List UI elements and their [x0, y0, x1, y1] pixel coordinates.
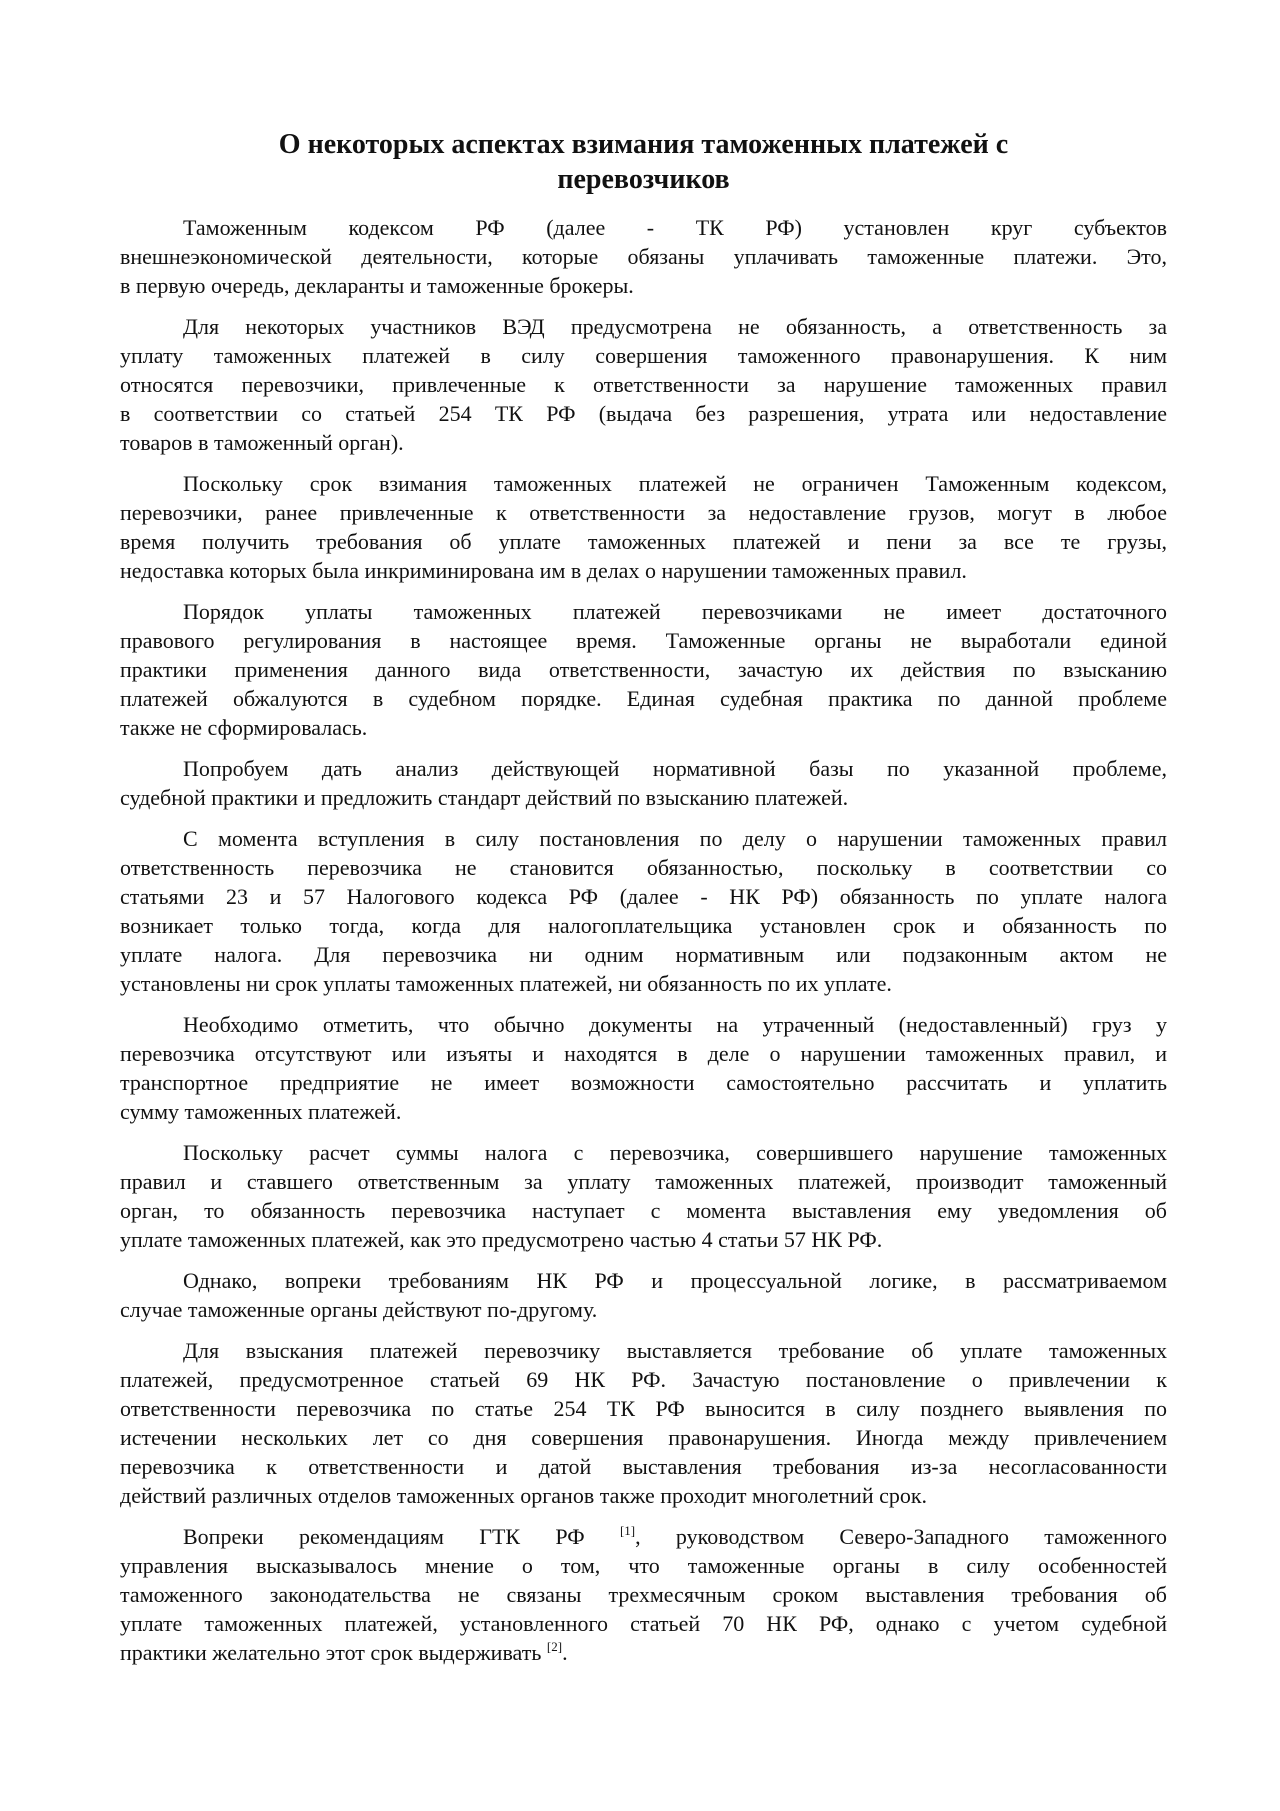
paragraph-line: перевозчики, ранее привлеченные к ответственности за недоставление грузов, могут в любое	[120, 500, 1167, 525]
text-segment: практики желательно этот срок выдерживать	[120, 1640, 547, 1665]
paragraph	[120, 824, 1167, 998]
paragraph-line: в соответствии со статьей 254 ТК РФ (выдача без разрешения, утрата или недоставление	[120, 401, 1167, 426]
paragraph-line: также не сформировалась.	[120, 715, 368, 740]
paragraph-line: уплате таможенных платежей, как это предусмотрено частью 4 статьи 57 НК РФ.	[120, 1227, 883, 1252]
paragraph-line: действий различных отделов таможенных органов также проходит многолетний срок.	[120, 1483, 928, 1508]
paragraph-line: уплате таможенных платежей, установленного статьей 70 НК РФ, однако с учетом судебной	[120, 1611, 1167, 1636]
paragraph	[120, 1266, 1167, 1324]
paragraph-line: правового регулирования в настоящее время. Таможенные органы не выработали единой	[120, 628, 1167, 653]
footnote-reference[interactable]: [2]	[546, 1639, 563, 1654]
paragraph-line	[120, 1638, 1167, 1667]
text-segment: Вопреки рекомендациям ГТК РФ	[183, 1524, 620, 1549]
paragraph-line: установлены ни срок уплаты таможенных платежей, ни обязанность по их уплате.	[120, 971, 892, 996]
paragraph-line: внешнеэкономической деятельности, которые обязаны уплачивать таможенные платежи. Это,	[120, 244, 1167, 269]
paragraph	[120, 1010, 1167, 1126]
paragraph-line: сумму таможенных платежей.	[120, 1099, 402, 1124]
paragraph-line: время получить требования об уплате таможенных платежей и пени за все те грузы,	[120, 529, 1167, 554]
paragraph-line: Порядок уплаты таможенных платежей перевозчиками не имеет достаточного	[183, 599, 1167, 624]
paragraph-line: относятся перевозчики, привлеченные к ответственности за нарушение таможенных правил	[120, 372, 1167, 397]
paragraph-line: в первую очередь, декларанты и таможенные брокеры.	[120, 273, 634, 298]
paragraph-line: перевозчика к ответственности и датой выставления требования из-за несогласованности	[120, 1454, 1167, 1479]
paragraph	[120, 754, 1167, 812]
paragraph-line: судебной практики и предложить стандарт действий по взысканию платежей.	[120, 785, 849, 810]
paragraph-line: случае таможенные органы действуют по-другому.	[120, 1297, 598, 1322]
paragraph-line: Попробуем дать анализ действующей нормативной базы по указанной проблеме,	[183, 756, 1167, 781]
paragraph	[120, 469, 1167, 585]
document-body	[120, 213, 1167, 1667]
paragraph-line: таможенного законодательства не связаны трехмесячным сроком выставления требования об	[120, 1582, 1167, 1607]
paragraph-line: возникает только тогда, когда для налогоплательщика установлен срок и обязанность по	[120, 913, 1167, 938]
paragraph-line: статьями 23 и 57 Налогового кодекса РФ (далее - НК РФ) обязанность по уплате налога	[120, 884, 1167, 909]
paragraph-line: ответственности перевозчика по статье 254 ТК РФ выносится в силу позднего выявления по	[120, 1396, 1167, 1421]
paragraph-line: орган, то обязанность перевозчика наступает с момента выставления ему уведомления об	[120, 1198, 1167, 1223]
paragraph-line: Необходимо отметить, что обычно документы на утраченный (недоставленный) груз у	[183, 1012, 1167, 1037]
paragraph-line: С момента вступления в силу постановления по делу о нарушении таможенных правил	[183, 826, 1167, 851]
paragraph	[120, 312, 1167, 457]
text-segment: , руководством Северо-Западного таможенного	[635, 1524, 1168, 1549]
title-line: О некоторых аспектах взимания таможенных платежей с	[278, 129, 1009, 160]
paragraph-line: Для некоторых участников ВЭД предусмотрена не обязанность, а ответственность за	[183, 314, 1167, 339]
paragraph	[120, 1138, 1167, 1254]
paragraph-line: платежей, предусмотренное статьей 69 НК РФ. Зачастую постановление о привлечении к	[120, 1367, 1167, 1392]
document-title	[120, 127, 1167, 197]
paragraph-line: Для взыскания платежей перевозчику выставляется требование об уплате таможенных	[183, 1338, 1167, 1363]
paragraph-line: уплату таможенных платежей в силу совершения таможенного правонарушения. К ним	[120, 343, 1167, 368]
paragraph-line: перевозчика отсутствуют или изъяты и находятся в деле о нарушении таможенных правил, и	[120, 1041, 1167, 1066]
paragraph-line: Поскольку срок взимания таможенных платежей не ограничен Таможенным кодексом,	[183, 471, 1167, 496]
paragraph-line: Однако, вопреки требованиям НК РФ и процессуальной логике, в рассматриваемом	[183, 1268, 1167, 1293]
paragraph-line: правил и ставшего ответственным за уплату таможенных платежей, производит таможенный	[120, 1169, 1167, 1194]
paragraph-line: ответственность перевозчика не становится обязанностью, поскольку в соответствии со	[120, 855, 1167, 880]
title-line: перевозчиков	[557, 164, 730, 195]
paragraph-line	[120, 1522, 1167, 1551]
paragraph	[120, 597, 1167, 742]
paragraph-line: платежей обжалуются в судебном порядке. Единая судебная практика по данной проблеме	[120, 686, 1167, 711]
paragraph-line: уплате налога. Для перевозчика ни одним нормативным или подзаконным актом не	[120, 942, 1167, 967]
paragraph-line: Поскольку расчет суммы налога с перевозчика, совершившего нарушение таможенных	[183, 1140, 1167, 1165]
paragraph	[120, 213, 1167, 300]
paragraph-line: товаров в таможенный орган).	[120, 430, 404, 455]
document-page	[120, 127, 1167, 1679]
paragraph-line: управления высказывалось мнение о том, что таможенные органы в силу особенностей	[120, 1553, 1167, 1578]
text-segment: .	[562, 1640, 568, 1665]
paragraph-line: практики применения данного вида ответственности, зачастую их действия по взысканию	[120, 657, 1167, 682]
paragraph-line: Таможенным кодексом РФ (далее - ТК РФ) установлен круг субъектов	[183, 215, 1167, 240]
paragraph	[120, 1522, 1167, 1667]
paragraph-line: недоставка которых была инкриминирована им в делах о нарушении таможенных правил.	[120, 558, 967, 583]
paragraph-line: транспортное предприятие не имеет возможности самостоятельно рассчитать и уплатить	[120, 1070, 1167, 1095]
paragraph	[120, 1336, 1167, 1510]
paragraph-line: истечении нескольких лет со дня совершения правонарушения. Иногда между привлечением	[120, 1425, 1167, 1450]
footnote-reference[interactable]: [1]	[619, 1523, 636, 1538]
